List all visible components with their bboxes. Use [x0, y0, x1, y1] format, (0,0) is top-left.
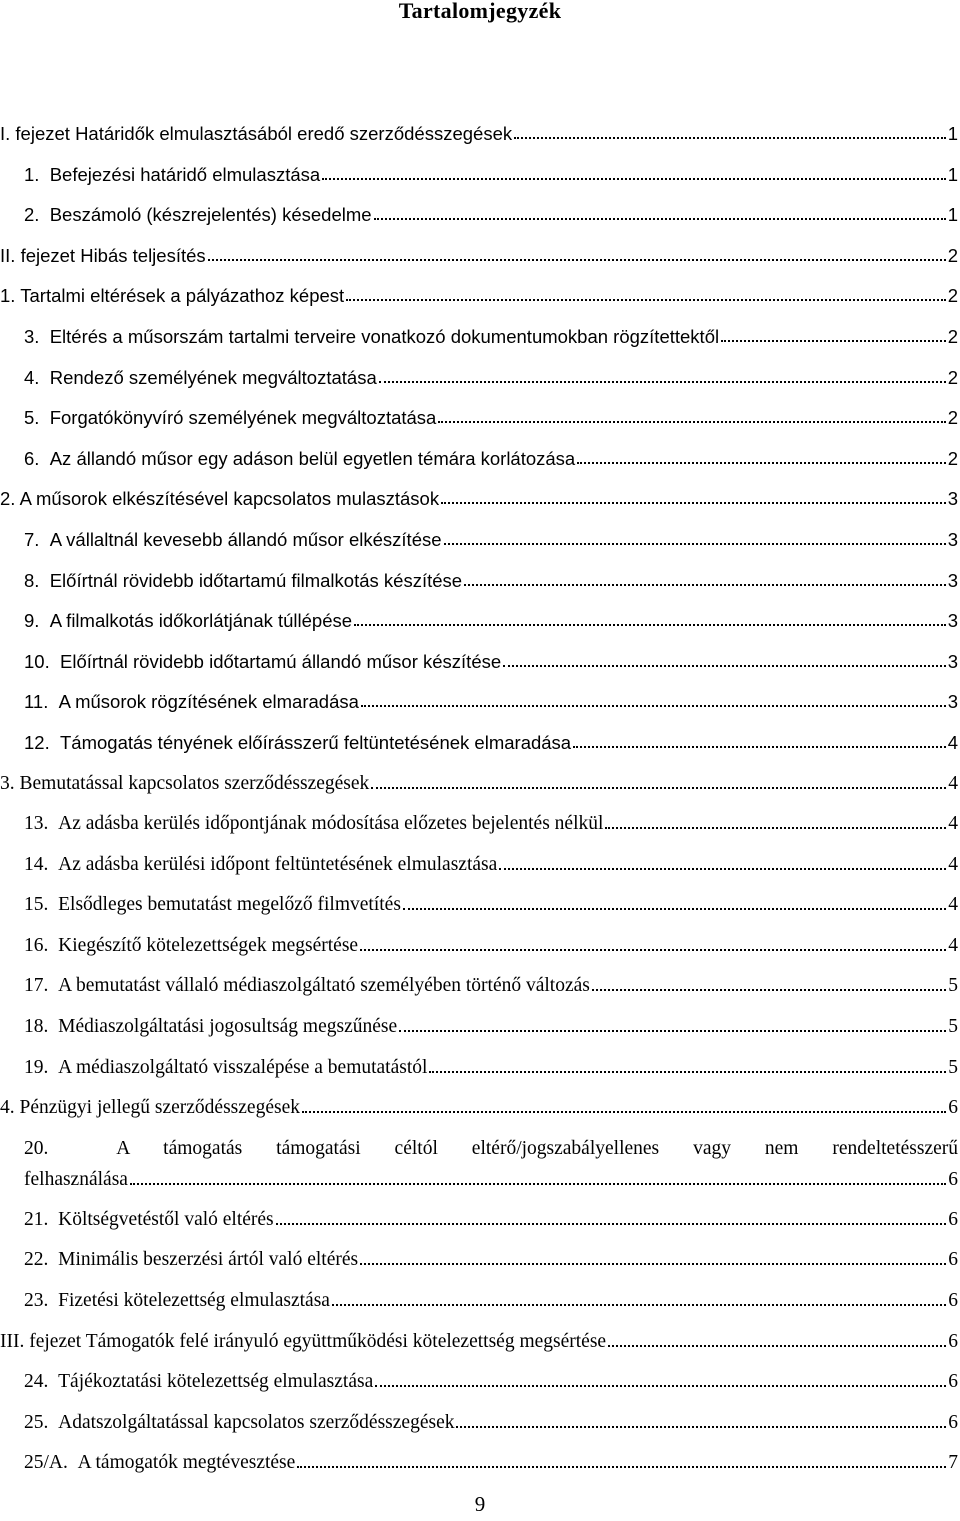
toc-entry[interactable] [0, 808, 960, 849]
dot-leader [456, 1426, 946, 1428]
toc-entry-title: Médiaszolgáltatási jogosultság megszűnése [58, 1016, 398, 1038]
toc-entry-number: I. [0, 123, 11, 144]
table-of-contents [0, 118, 960, 1488]
toc-entry[interactable] [0, 889, 960, 930]
toc-entry[interactable] [0, 1326, 960, 1367]
toc-entry-title: fejezet Határidők elmulasztásából eredő szerződésszegések [15, 123, 513, 144]
toc-entry[interactable] [0, 727, 960, 768]
toc-entry[interactable] [0, 1092, 960, 1133]
toc-entry-number: 15. [24, 894, 49, 916]
toc-entry[interactable] [0, 930, 960, 971]
toc-entry-number: 21. [24, 1208, 49, 1230]
toc-entry-number: 11. [24, 691, 49, 713]
toc-entry-number: 24. [24, 1371, 49, 1393]
dot-leader [464, 584, 946, 586]
dot-leader [514, 137, 946, 139]
toc-entry-title: Kiegészítő kötelezettségek megsértése [58, 934, 359, 956]
dot-leader [360, 949, 946, 951]
toc-entry-page: 2 [947, 244, 958, 266]
toc-entry-page: 3 [947, 569, 958, 591]
dot-leader [573, 746, 946, 748]
toc-entry-title: Minimális beszerzési ártól való eltérés [58, 1249, 359, 1271]
toc-entry-title: Támogatás tényének előírásszerű feltüntetésének elmaradása [60, 731, 572, 753]
toc-entry-title: Adatszolgáltatással kapcsolatos szerződésszegések [58, 1411, 455, 1433]
toc-entry-number: 22. [24, 1249, 49, 1271]
toc-entry-page: 6 [948, 1097, 958, 1119]
toc-entry-title: Fizetési kötelezettség elmulasztása [58, 1290, 330, 1312]
toc-entry[interactable] [0, 1052, 960, 1093]
toc-entry-page: 4 [948, 894, 958, 916]
dot-leader [605, 827, 946, 829]
toc-entry-title: A műsorok elkészítésével kapcsolatos mulasztások [19, 488, 440, 510]
toc-entry[interactable] [0, 402, 960, 443]
toc-entry-page: 1 [947, 123, 958, 144]
toc-entry-page: 6 [948, 1290, 958, 1312]
toc-entry-number: 18. [24, 1016, 49, 1038]
toc-entry[interactable] [0, 1447, 960, 1488]
dot-leader [208, 259, 946, 261]
toc-entry[interactable] [0, 524, 960, 565]
toc-entry-page: 3 [947, 488, 958, 510]
toc-entry-title: Elsődleges bemutatást megelőző filmvetítés [58, 894, 401, 916]
toc-entry-title: A műsorok rögzítésének elmaradása [58, 691, 359, 713]
toc-entry-number: 12. [24, 731, 50, 753]
dot-leader [503, 665, 946, 667]
dot-leader [375, 1385, 946, 1387]
toc-entry-title: Az állandó műsor egy adáson belül egyetlen témára korlátozása [49, 447, 576, 469]
toc-entry-page: 1 [947, 204, 958, 226]
toc-entry[interactable] [0, 159, 960, 200]
toc-entry-title: fejezet Támogatók felé irányuló együttműködési kötelezettség megsértése [29, 1330, 607, 1352]
toc-entry-number: 5. [24, 407, 40, 429]
dot-leader [297, 1466, 946, 1468]
toc-entry-title: A támogatók megtévesztése [77, 1452, 296, 1474]
dot-leader [374, 218, 946, 220]
dot-leader [499, 868, 946, 870]
toc-entry-title: Eltérés a műsorszám tartalmi terveire vonatkozó dokumentumokban rögzítettektől [49, 325, 720, 347]
toc-entry[interactable] [0, 443, 960, 484]
toc-entry-title: Az adásba kerülés időpontjának módosítása előzetes bejelentés nélkül [58, 813, 604, 835]
toc-entry-number: 25. [24, 1411, 49, 1433]
toc-entry-number: 4. [24, 366, 40, 388]
dot-leader [444, 543, 946, 545]
toc-entry-page: 5 [948, 975, 958, 997]
toc-entry[interactable] [0, 240, 960, 281]
toc-entry-number: 3. [24, 325, 40, 347]
dot-leader [322, 178, 946, 180]
toc-entry-number: 9. [24, 610, 40, 632]
toc-entry[interactable] [0, 686, 960, 727]
toc-entry-number: 17. [24, 975, 49, 997]
toc-entry[interactable] [0, 1407, 960, 1448]
page-number: 9 [474, 1492, 486, 1516]
toc-entry-title: Bemutatással kapcsolatos szerződésszegések [19, 772, 370, 794]
toc-entry-number: 19. [24, 1056, 49, 1078]
toc-entry[interactable] [0, 768, 960, 809]
toc-entry-page: 2 [947, 285, 958, 307]
toc-entry-title: A vállaltnál kevesebb állandó műsor elkészítése [49, 528, 442, 550]
toc-entry-page: 4 [948, 934, 958, 956]
toc-entry-page: 6 [948, 1371, 958, 1393]
dot-leader [332, 1304, 946, 1306]
toc-entry-title: Az adásba kerülési időpont feltüntetésének elmulasztása [58, 853, 498, 875]
toc-entry-title: Befejezési határidő elmulasztása [49, 163, 321, 185]
toc-entry-number: 2. [0, 488, 16, 510]
toc-entry-title: Pénzügyi jellegű szerződésszegések [19, 1097, 300, 1119]
toc-entry-page: 5 [948, 1016, 958, 1038]
toc-entry[interactable] [0, 849, 960, 890]
toc-entry-page: 2 [947, 325, 958, 347]
toc-entry-page: 4 [948, 813, 958, 835]
dot-leader [721, 340, 946, 342]
toc-entry[interactable] [0, 1011, 960, 1052]
page-title: Tartalomjegyzék [398, 0, 562, 23]
toc-entry-page: 3 [947, 528, 958, 550]
dot-leader [379, 381, 946, 383]
toc-entry-text-line1 [24, 1133, 958, 1164]
toc-entry-page: 3 [947, 691, 958, 713]
toc-entry-page: 2 [947, 407, 958, 429]
toc-entry[interactable] [0, 280, 960, 321]
toc-entry-page: 4 [948, 853, 958, 875]
dot-leader [354, 624, 946, 626]
toc-entry-number: 1. [24, 163, 40, 185]
toc-entry-number: 20. [24, 1137, 49, 1159]
toc-entry-number: 7. [24, 528, 40, 550]
toc-entry-page: 2 [947, 366, 958, 388]
toc-entry[interactable] [0, 565, 960, 606]
toc-entry-title: Költségvetéstől való eltérés [58, 1208, 274, 1230]
toc-entry[interactable] [0, 1366, 960, 1407]
toc-entry[interactable] [0, 1204, 960, 1245]
toc-entry[interactable] [0, 483, 960, 524]
toc-entry[interactable] [0, 321, 960, 362]
dot-leader [302, 1111, 946, 1113]
toc-entry[interactable] [0, 970, 960, 1011]
toc-entry-number: 2. [24, 204, 40, 226]
dot-leader [592, 989, 946, 991]
toc-entry-title: Előírtnál rövidebb időtartamú állandó műsor készítése [60, 650, 502, 672]
toc-entry-page: 1 [947, 163, 958, 185]
dot-leader [371, 787, 946, 789]
dot-leader [429, 1071, 946, 1073]
dot-leader [276, 1223, 947, 1225]
toc-entry-page: 7 [948, 1452, 958, 1474]
toc-entry-title: Forgatókönyvíró személyének megváltoztatása [49, 407, 437, 429]
toc-entry-number: 1. [0, 285, 16, 307]
toc-entry-title: Beszámoló (készrejelentés) késedelme [49, 204, 372, 226]
toc-entry-number: 13. [24, 813, 49, 835]
toc-entry-title: Tájékoztatási kötelezettség elmulasztása [58, 1371, 374, 1393]
dot-leader [360, 1263, 946, 1265]
dot-leader [361, 705, 946, 707]
toc-entry-page: 3 [947, 650, 958, 672]
toc-entry-page: 5 [948, 1056, 958, 1078]
toc-entry-number: 14. [24, 853, 49, 875]
toc-entry[interactable] [0, 605, 960, 646]
toc-entry-number: 4. [0, 1097, 15, 1119]
toc-entry-page: 6 [948, 1208, 958, 1230]
toc-entry-title: Rendező személyének megváltoztatása [49, 366, 377, 388]
toc-entry[interactable] [0, 118, 960, 159]
toc-entry-number: 16. [24, 934, 49, 956]
dot-leader [399, 1030, 946, 1032]
toc-entry[interactable] [0, 1285, 960, 1326]
toc-entry-title: Előírtnál rövidebb időtartamú filmalkotás készítése [49, 569, 463, 591]
toc-entry-title: A filmalkotás időkorlátjának túllépése [49, 610, 353, 632]
dot-leader [441, 502, 946, 504]
toc-entry-page: 6 [948, 1330, 958, 1352]
toc-entry-page: 6 [948, 1411, 958, 1433]
toc-entry-page: 4 [947, 731, 958, 753]
toc-entry-page: 2 [947, 447, 958, 469]
toc-entry[interactable] [0, 199, 960, 240]
toc-entry[interactable] [0, 362, 960, 403]
toc-entry-title: A médiaszolgáltató visszalépése a bemutatástól [58, 1056, 428, 1078]
toc-entry-page: 4 [948, 772, 958, 794]
toc-entry[interactable] [0, 1133, 960, 1204]
toc-entry-page: 6 [948, 1249, 958, 1271]
toc-entry-title-cont: felhasználása [24, 1168, 128, 1190]
toc-entry-number: 23. [24, 1290, 49, 1312]
toc-entry-number: 10. [24, 650, 50, 672]
toc-entry-number: II. [0, 244, 16, 266]
toc-entry-number: 6. [24, 447, 40, 469]
toc-entry-title: A bemutatást vállaló médiaszolgáltató személyében történő változás [58, 975, 590, 997]
dot-leader [346, 299, 946, 301]
dot-leader [608, 1345, 946, 1347]
dot-leader [403, 908, 946, 910]
dot-leader [130, 1183, 946, 1185]
toc-entry-title: A támogatás támogatási céltól eltérő/jogszabályellenes vagy nem rendeltetésszerű [116, 1137, 958, 1159]
toc-entry-number: 8. [24, 569, 40, 591]
toc-entry-number: 3. [0, 772, 15, 794]
toc-entry[interactable] [0, 646, 960, 687]
dot-leader [577, 462, 945, 464]
toc-entry[interactable] [0, 1244, 960, 1285]
toc-entry-number: III. [0, 1330, 25, 1352]
toc-entry-page: 3 [947, 610, 958, 632]
toc-entry-title: Tartalmi eltérések a pályázathoz képest [20, 285, 345, 307]
dot-leader [438, 421, 945, 423]
toc-entry-page: 6 [948, 1168, 958, 1190]
toc-entry-number: 25/A. [24, 1452, 68, 1474]
toc-entry-title: fejezet Hibás teljesítés [20, 244, 206, 266]
